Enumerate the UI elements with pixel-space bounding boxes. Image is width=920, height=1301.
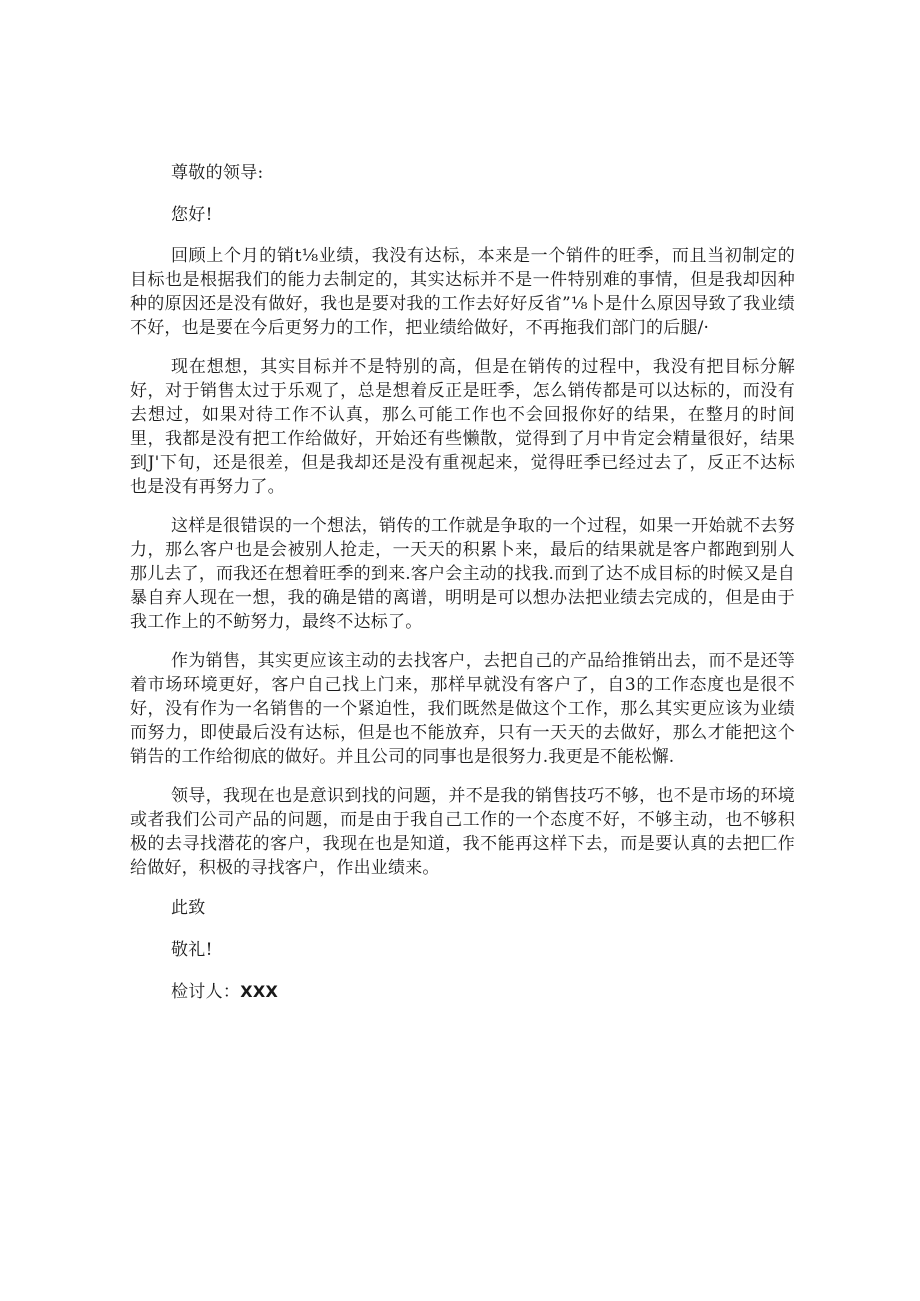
closing-this-regard: 此致: [171, 898, 206, 918]
letter-page: [130, 160, 795, 1021]
paragraph-1: 回顾上个月的销t⅛业绩，我没有达标，本来是一个销件的旺季，而且当初制定的目标也是根据我们的能力去制定的，其实达标并不是一件特别难的事情，但是我却因种种的原因还是没有做好，我也是要对我的工作去好好反省”⅛卜是什么原因导致了我业绩不好，也是要在今后更努力的工作，把业绩给做好，不再拖我们部门的后腿/·: [130, 246, 795, 338]
signature-label: 检讨人：: [171, 982, 241, 1002]
signature-name: XXX: [240, 982, 279, 1001]
paragraph-3: 这样是很错误的一个想法，销传的工作就是争取的一个过程，如果一开始就不去努力，那么客户也是会被别人抢走，一天天的积累卜来，最后的结果就是客户都跑到别人那儿去了，而我还在想着旺季的到来.客户会主动的找我.而到了达不成目标的时候又是自暴自弃人现在一想，我的确是错的离谱，明明是可以想办法把业绩去完成的，但是由于我工作上的不鲂努力，最终不达标了。: [130, 516, 795, 632]
paragraph-2: 现在想想，其实目标并不是特别的高，但是在销传的过程中，我没有把目标分解好，对于销售太过于乐观了，总是想着反正是旺季，怎么销传都是可以达标的，而没有去想过，如果对待工作不认真，那么可能工作也不会回报你好的结果，在整月的时间里，我都是没有把工作给做好，开始还有些懒散，觉得到了月中肯定会精量很好，结果到J'下旬，还是很差，但是我却还是没有重视起来，觉得旺季已经过去了，反正不达标也是没有再努力了。: [130, 357, 795, 497]
greeting: 您好!: [171, 205, 213, 225]
salutation: 尊敬的领导:: [171, 163, 264, 183]
paragraph-5: 领导，我现在也是意识到找的问题，并不是我的销售技巧不够，也不是市场的环境或者我们公司产品的问题，而是由于我自己工作的一个态度不好，不够主动，也不够积极的去寻找潜花的客户，我现在也是知道，我不能再这样下去，而是要认真的去把匚作给做好，积极的寻找客户，作出业绩来。: [130, 786, 795, 878]
paragraph-4: 作为销售，其实更应该主动的去找客户，去把自己的产品给推销出去，而不是还等着市场环境更好，客户自己找上门来，那样早就没有客户了，自3的工作态度也是很不好，没有作为一名销售的一个紧迫性，我们既然是做这个工作，那么其实更应该为业绩而努力，即使最后没有达标，但是也不能放弃，只有一天天的去做好，那么才能把这个销告的工作给彻底的做好。并且公司的同事也是很努力.我更是不能松懈.: [130, 651, 795, 767]
signature: [130, 979, 795, 1005]
closing-salute: 敬礼!: [171, 940, 213, 960]
